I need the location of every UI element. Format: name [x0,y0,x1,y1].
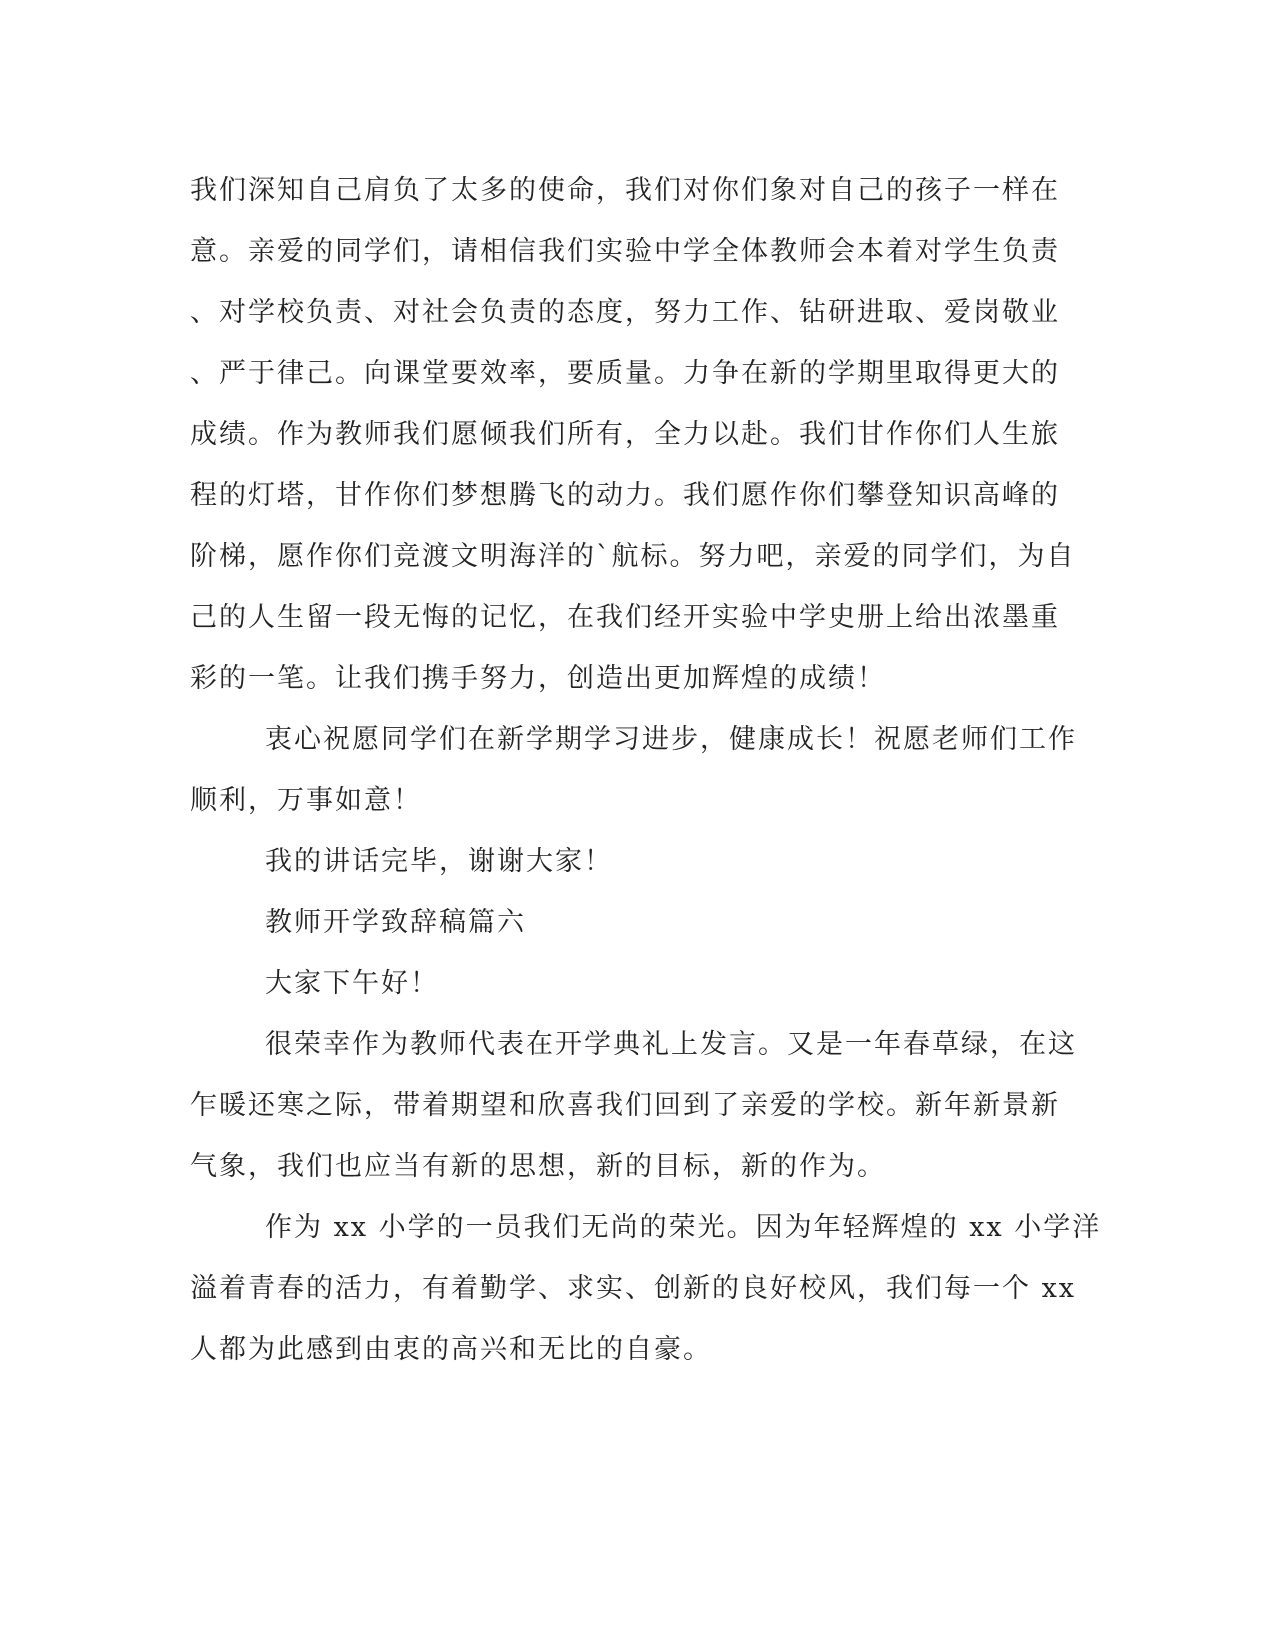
text-line: 很荣幸作为教师代表在开学典礼上发言。又是一年春草绿，在这 [265,1029,1077,1060]
text-line: 、对学校负责、对社会负责的态度，努力工作、钻研进取、爱岗敬业 [190,297,1060,328]
text-line: 意。亲爱的同学们，请相信我们实验中学全体教师会本着对学生负责 [190,236,1060,267]
section-title: 教师开学致辞稿篇六 [265,907,526,938]
text-line: 人都为此感到由衷的高兴和无比的自豪。 [190,1334,712,1365]
paragraph-school-pride [190,1197,1102,1380]
text-line: 彩的一笔。让我们携手努力，创造出更加辉煌的成绩！ [190,663,886,694]
text-line: 阶梯，愿作你们竞渡文明海洋的`航标。努力吧，亲爱的同学们，为自 [190,541,1076,572]
text-line: 溢着青春的活力，有着勤学、求实、创新的良好校风，我们每一个 xx [190,1273,1077,1304]
text-line: 、严于律己。向课堂要效率，要质量。力争在新的学期里取得更大的 [190,358,1060,389]
text-line: 衷心祝愿同学们在新学期学习进步，健康成长！祝愿老师们工作 [265,724,1077,755]
greeting-line: 大家下午好！ [265,968,439,999]
text-line: 程的灯塔，甘作你们梦想腾飞的动力。我们愿作你们攀登知识高峰的 [190,480,1060,511]
document-body [190,160,1102,1380]
paragraph-wishes [190,709,1080,831]
text-line: 我们深知自己肩负了太多的使命，我们对你们象对自己的孩子一样在 [190,175,1060,206]
text-line: 成绩。作为教师我们愿倾我们所有，全力以赴。我们甘作你们人生旅 [190,419,1060,450]
text-line: 顺利，万事如意！ [190,785,422,816]
text-line: 作为 xx 小学的一员我们无尚的荣光。因为年轻辉煌的 xx 小学洋 [265,1212,1102,1243]
text-line: 气象，我们也应当有新的思想，新的目标，新的作为。 [190,1151,886,1182]
text-line: 己的人生留一段无悔的记忆，在我们经开实验中学史册上给出浓墨重 [190,602,1060,633]
paragraph-mission [190,160,1080,709]
text-line: 乍暖还寒之际，带着期望和欣喜我们回到了亲爱的学校。新年新景新 [190,1090,1060,1121]
closing-line: 我的讲话完毕，谢谢大家！ [265,846,613,877]
paragraph-opening [190,1014,1080,1197]
